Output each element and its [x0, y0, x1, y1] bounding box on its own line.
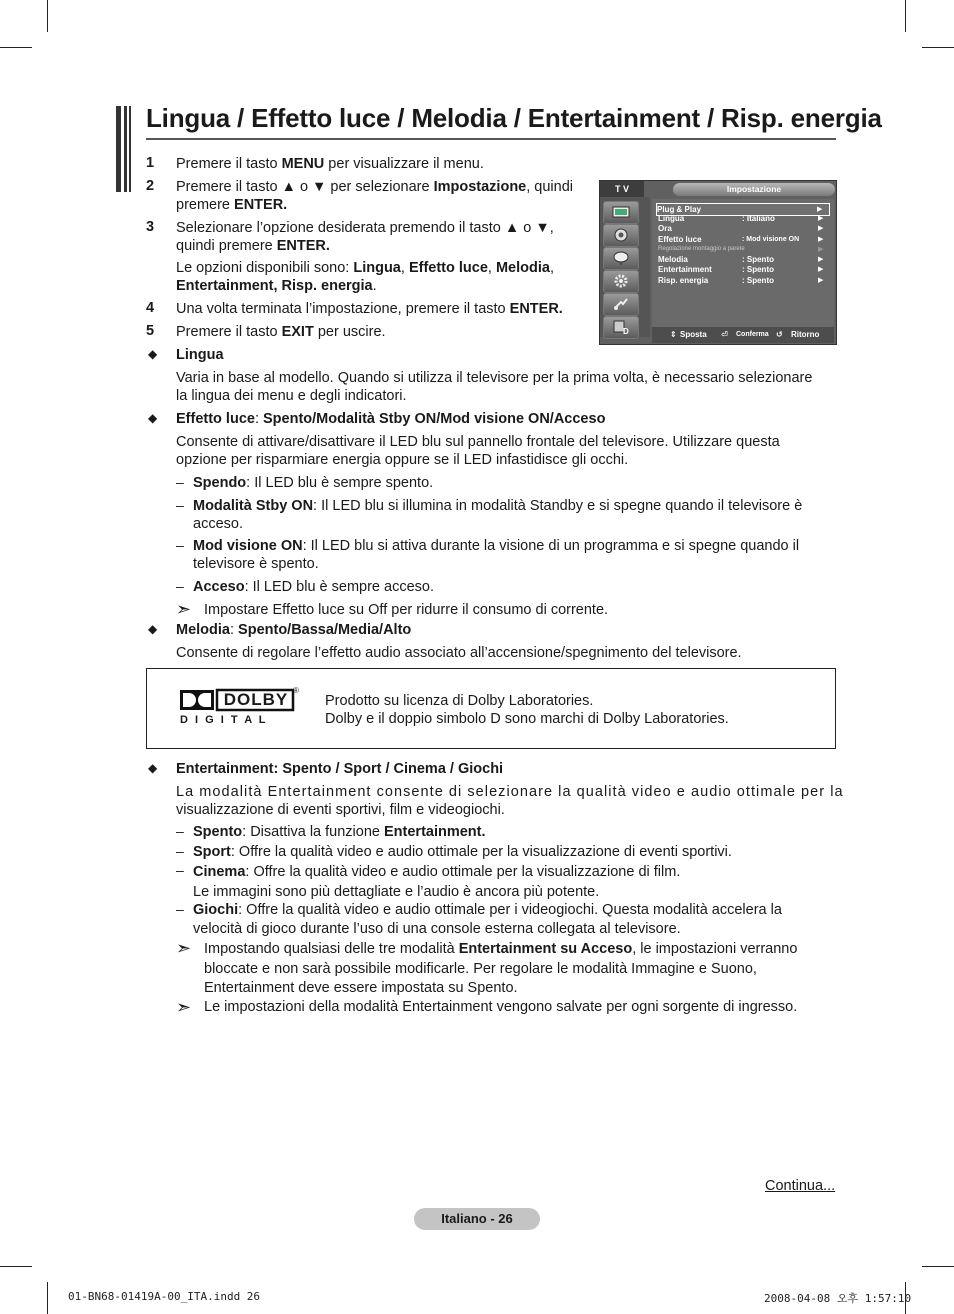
picture-icon	[603, 201, 639, 224]
dash-marker: –	[176, 578, 184, 594]
tv-menu-row: Entertainment : Spento ▶	[658, 265, 824, 274]
bullet-icon: ◆	[148, 347, 158, 361]
effetto-item: Modalità Stby ON: Il LED blu si illumina in modalità Standby e si spegne quando il televisore è acceso.	[193, 498, 803, 532]
tv-menu-header: Impostazione	[673, 183, 835, 196]
return-icon: ↺	[776, 330, 783, 339]
tv-menu-footer	[652, 327, 834, 343]
setup-icon	[603, 270, 639, 293]
crop-mark	[0, 1266, 32, 1267]
title-rule	[146, 138, 836, 140]
step-3-text: Selezionare l’opzione desiderata premendo il tasto ▲ o ▼, quindi premere ENTER.	[176, 220, 554, 254]
tv-menu-row: Effetto luce : Mod visione ON ▶	[658, 235, 824, 244]
digital-menu-icon	[603, 316, 639, 339]
note-arrow-icon: ➣	[176, 599, 192, 619]
step-number: 1	[146, 155, 155, 171]
step-number: 5	[146, 323, 155, 339]
step-5-text: Premere il tasto EXIT per uscire.	[176, 324, 386, 340]
crop-mark	[47, 0, 48, 32]
entertainment-note-2: Le impostazioni della modalità Entertainment vengono salvate per ogni sorgente di ingresso.	[204, 999, 798, 1015]
tv-menu-row: Plug & Play ▶	[656, 203, 830, 216]
tv-menu-panel	[652, 199, 834, 327]
crop-mark	[922, 1266, 954, 1267]
lingua-body: Varia in base al modello. Quando si utilizza il televisore per la prima volta, è necessario selezionare la lingua dei menu e degli indicatori.	[176, 370, 813, 404]
dash-marker: –	[176, 823, 184, 839]
step-number: 4	[146, 300, 155, 316]
lingua-heading: Lingua	[176, 347, 224, 363]
step-3-options: Le opzioni disponibili sono: Lingua, Effetto luce, Melodia, Entertainment, Risp. energia.	[176, 260, 554, 294]
tv-menu-row: Risp. energia : Spento ▶	[658, 276, 824, 285]
dash-marker: –	[176, 901, 184, 917]
sound-icon	[603, 224, 639, 247]
entertainment-body: La modalità Entertainment consente di selezionare la qualità video e audio ottimale per la visualizzazione di eventi sportivi, film e videogiochi.	[176, 784, 844, 818]
bullet-icon: ◆	[148, 411, 158, 425]
tv-menu-row: Regolazione montaggio a parete ▶	[658, 246, 824, 253]
tv-menu-sidebar	[600, 197, 650, 337]
move-icon: ⇕	[670, 330, 677, 339]
step-2-text: Premere il tasto ▲ o ▼ per selezionare Impostazione, quindi premere ENTER.	[176, 179, 574, 213]
note-arrow-icon: ➣	[176, 997, 192, 1017]
tv-label: T V	[600, 181, 644, 197]
step-number: 3	[146, 219, 155, 235]
effetto-item: Spendo: Il LED blu è sempre spento.	[193, 475, 434, 491]
footer-timestamp: 2008-04-08 오후 1:57:10	[764, 1292, 912, 1305]
step-number: 2	[146, 178, 155, 194]
tv-menu-screenshot	[599, 180, 837, 345]
effetto-item: Acceso: Il LED blu è sempre acceso.	[193, 579, 434, 595]
melodia-heading: Melodia: Spento/Bassa/Media/Alto	[176, 622, 412, 638]
dash-marker: –	[176, 862, 184, 878]
continue-link[interactable]: Continua...	[765, 1178, 836, 1194]
step-1-text: Premere il tasto MENU per visualizzare il menu.	[176, 156, 484, 172]
footer-return: Ritorno	[791, 330, 820, 339]
dash-marker: –	[176, 843, 184, 859]
dash-marker: –	[176, 537, 184, 553]
entertainment-heading: Entertainment: Spento / Sport / Cinema / Giochi	[176, 761, 504, 777]
effetto-body: Consente di attivare/disattivare il LED blu sul pannello frontale del televisore. Utilizzare questa opzione per risparmiare energia oppure se il LED infastidisce gli occhi.	[176, 434, 780, 468]
crop-mark	[0, 47, 32, 48]
effetto-note: Impostare Effetto luce su Off per ridurre il consumo di corrente.	[204, 602, 609, 618]
crop-mark	[922, 47, 954, 48]
tv-menu-row: Melodia : Spento ▶	[658, 255, 824, 264]
dolby-text: Prodotto su licenza di Dolby Laboratories. Dolby e il doppio simbolo D sono marchi di Dolby Laboratories.	[325, 693, 729, 727]
crop-mark	[905, 0, 906, 32]
effetto-heading: Effetto luce: Spento/Modalità Stby ON/Mod visione ON/Acceso	[176, 411, 606, 427]
footer-file-info: 01-BN68-01419A-00_ITA.indd 26	[68, 1290, 261, 1303]
entertainment-note-1: Impostando qualsiasi delle tre modalità Entertainment su Acceso, le impostazioni verranno bloccate e non sarà possibile modificarle. Per regolare le modalità Immagine e Suono, Entertainment deve essere impostata su Spento.	[204, 941, 798, 996]
note-arrow-icon: ➣	[176, 938, 192, 958]
crop-mark	[47, 1282, 48, 1314]
page-number-badge: Italiano - 26	[414, 1208, 540, 1230]
dolby-logo-sub: D I G I T A L	[180, 714, 268, 726]
dolby-logo-word: DOLBY	[223, 690, 289, 709]
effetto-item: Mod visione ON: Il LED blu si attiva durante la visione di un programma e si spegne quando il televisore è spento.	[193, 538, 800, 572]
tv-menu-row: Lingua : Italiano ▶	[658, 214, 824, 223]
dash-marker: –	[176, 497, 184, 513]
registered-mark: ®	[293, 686, 299, 695]
entertainment-item: Sport: Offre la qualità video e audio ottimale per la visualizzazione di eventi sportivi.	[193, 844, 732, 860]
channel-icon	[603, 247, 639, 270]
svg-text:D: D	[623, 327, 629, 335]
footer-confirm: Conferma	[736, 331, 769, 338]
entertainment-item: Cinema: Offre la qualità video e audio ottimale per la visualizzazione di film. Le immagini sono più dettagliate e l’audio è ancora più potente.	[193, 864, 681, 900]
tv-menu-row: Ora ▶	[658, 224, 824, 233]
page-title: Lingua / Effetto luce / Melodia / Entertainment / Risp. energia	[146, 103, 882, 133]
dash-marker: –	[176, 474, 184, 490]
enter-icon: ⏎	[721, 330, 728, 339]
dolby-logo	[180, 688, 298, 733]
bullet-icon: ◆	[148, 761, 158, 775]
footer-move: Sposta	[680, 330, 707, 339]
entertainment-item: Giochi: Offre la qualità video e audio ottimale per i videogiochi. Questa modalità accelera la velocità di gioco durante l’uso di una console esterna collegata al televisore.	[193, 902, 782, 937]
melodia-body: Consente di regolare l’effetto audio associato all’accensione/spegnimento del televisore.	[176, 645, 742, 661]
dolby-notice-box	[146, 668, 836, 749]
step-4-text: Una volta terminata l’impostazione, premere il tasto ENTER.	[176, 301, 563, 317]
bullet-icon: ◆	[148, 622, 158, 636]
entertainment-item: Spento: Disattiva la funzione Entertainment.	[193, 824, 486, 840]
input-icon	[603, 293, 639, 316]
